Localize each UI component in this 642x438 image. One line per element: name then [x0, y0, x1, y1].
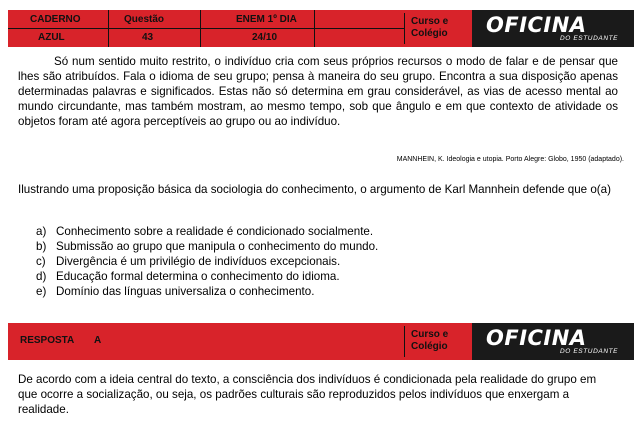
option-e [36, 284, 314, 299]
answer-explanation: De acordo com a ideia central do texto, a consciência dos indivíduos é condicionada pela realidade do grupo em que ocorre a socialização, ou seja, os padrões culturais são reproduzidos pelos indivíduos que enxergam a realidade. [18, 373, 597, 416]
oficina-logo [472, 323, 634, 360]
header-divider [108, 10, 109, 47]
questao-value: 43 [142, 32, 154, 43]
option-c [36, 254, 340, 269]
option-text: Divergência é um privilégio de indivíduos excepcionais. [56, 255, 341, 268]
logo-subtext: DO ESTUDANTE [560, 348, 619, 355]
option-key: b) [36, 240, 47, 253]
curso-line-2: Colégio [411, 341, 448, 352]
header-divider [8, 28, 404, 29]
source-citation: MANNHEIN, K. Ideologia e utopia. Porto Alegre: Globo, 1950 (adaptado). [396, 156, 624, 163]
caderno-value: AZUL [38, 32, 65, 43]
option-text: Educação formal determina o conhecimento do idioma. [56, 270, 340, 283]
option-key: c) [36, 255, 46, 268]
curso-line-1: Curso e [411, 329, 449, 340]
logo-subtext: DO ESTUDANTE [560, 35, 619, 42]
option-b [36, 239, 378, 254]
oficina-logo [472, 10, 634, 47]
curso-colegio-box [404, 13, 472, 44]
exam-label: ENEM 1º DIA [236, 14, 297, 25]
curso-line-1: Curso e [411, 16, 449, 27]
answer-value: A [94, 335, 102, 346]
answer-label: RESPOSTA [20, 335, 75, 346]
header-divider [200, 10, 201, 47]
option-text: Conhecimento sobre a realidade é condicionado socialmente. [56, 225, 374, 238]
logo-text: OFICINA [486, 326, 587, 350]
exam-date: 24/10 [252, 32, 278, 43]
caderno-label: CADERNO [30, 14, 81, 25]
logo-text: OFICINA [486, 13, 587, 37]
option-d [36, 269, 340, 284]
option-key: e) [36, 285, 47, 298]
curso-line-2: Colégio [411, 28, 448, 39]
option-text: Domínio das línguas universaliza o conhecimento. [56, 285, 315, 298]
header-divider [314, 10, 315, 47]
questao-label: Questão [124, 14, 165, 25]
option-key: d) [36, 270, 47, 283]
question-paragraph: Só num sentido muito restrito, o indivíduo cria com seus próprios recursos o modo de falar e de pensar que lhes são atribuídos. Fala o idioma de seu grupo; pensa à maneira do seu grupo. Encontra a sua disposição apenas determinadas palavras e significados. Estas não só determina em grau considerável, as vias de acesso mental ao mundo circundante, mas também mostram, ao mesmo tempo, sob que ângulo e em que contexto de atividade os objetos foram até agora perceptíveis ao grupo ou ao indivíduo. [18, 55, 618, 128]
option-text: Submissão ao grupo que manipula o conhecimento do mundo. [56, 240, 379, 253]
option-key: a) [36, 225, 47, 238]
option-a [36, 224, 373, 239]
curso-colegio-box [404, 326, 472, 357]
question-prompt: Ilustrando uma proposição básica da sociologia do conhecimento, o argumento de Karl Mannhein defende que o(a) [18, 183, 611, 196]
